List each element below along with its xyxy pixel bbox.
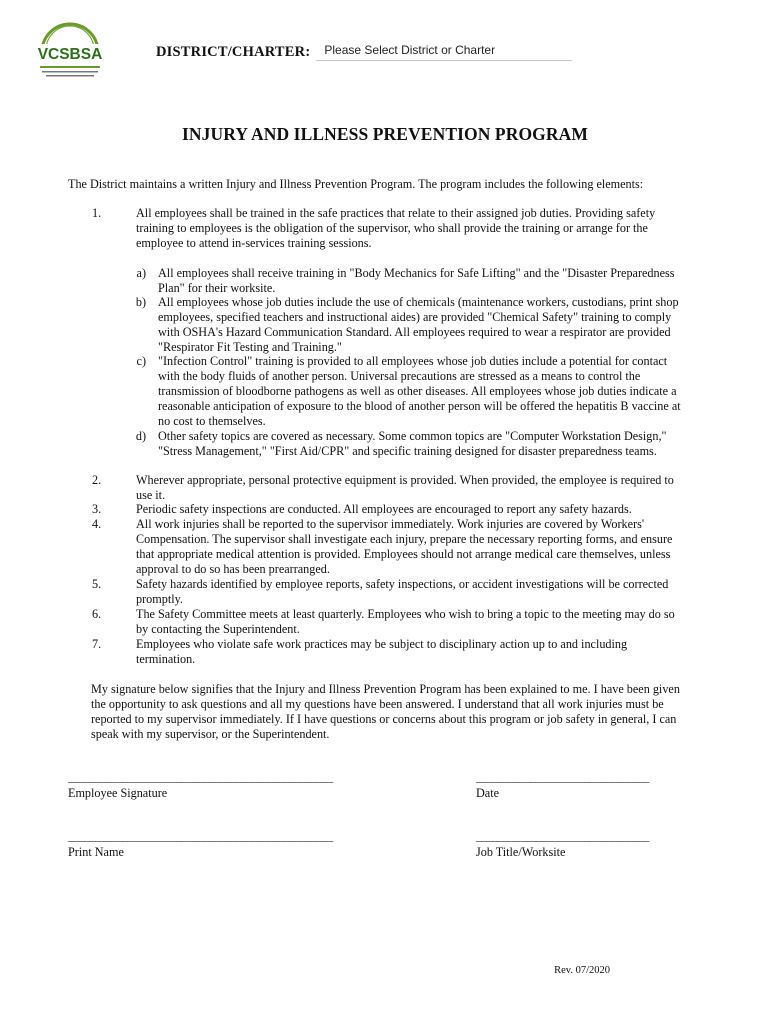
item-number: 4.: [92, 517, 102, 531]
list-item: Wherever appropriate, personal protective equipment is provided. When provided, the employee is required to use it.: [136, 473, 674, 502]
date-line[interactable]: ________________________________: [476, 770, 649, 784]
revision-label: Rev. 07/2020: [554, 965, 610, 976]
print-name-label: Print Name: [68, 845, 124, 859]
subitem-letter: c): [136, 354, 146, 368]
list-item: All work injuries shall be reported to the supervisor immediately. Work injuries are covered by Workers' Compensation. The supervisor shall investigate each injury, prepare the necessary reporting forms, and ensure that appropriate medical attention is provided. Employees should not arrange medical care themselves, unless approval to do so has been prearranged.: [136, 517, 673, 576]
document-title: INJURY AND ILLNESS PREVENTION PROGRAM: [182, 124, 588, 144]
subitem-letter: b): [135, 295, 146, 309]
vcsbsa-logo: [28, 4, 112, 88]
list-item: The Safety Committee meets at least quarterly. Employees who wish to bring a topic to the meeting may do so by contacting the Superintendent.: [136, 607, 675, 636]
item-number: 3.: [92, 502, 102, 516]
sub-list-item: All employees whose job duties include the use of chemicals (maintenance workers, custodians, print shop employees, specified teachers and instructional aides) are provided "Chemical Safety" training to comply with OSHA's Hazard Communication Standard. All employees required to wear a respirator are provided "Respirator Fit Testing and Training.": [158, 295, 679, 354]
list-item: Periodic safety inspections are conducted. All employees are encouraged to report any safety hazards.: [136, 502, 632, 516]
date-label: Date: [476, 786, 500, 800]
subitem-letter: a): [136, 266, 146, 280]
item-number: 5.: [92, 577, 102, 591]
employee-signature-label: Employee Signature: [68, 786, 168, 800]
item-number: 1.: [92, 206, 102, 220]
list-item: Employees who violate safe work practices may be subject to disciplinary action up to and including termination.: [136, 637, 628, 666]
district-charter-row: [156, 42, 572, 62]
sub-list-item: Other safety topics are covered as necessary. Some common topics are "Computer Workstation Design," "Stress Management," "First Aid/CPR" and specific training designed for disaster preparedness teams.: [158, 429, 667, 458]
acknowledgement-paragraph: My signature below signifies that the Injury and Illness Prevention Program has been explained to me. I have been given the opportunity to ask questions and all my questions have been answered. I understand that all work injuries must be reported to my supervisor immediately. If I have questions or concerns about this program or job safety in general, I can speak with my supervisor, or the Superintendent.: [91, 682, 680, 741]
job-title-label: Job Title/Worksite: [476, 845, 566, 859]
list-item: All employees shall be trained in the safe practices that relate to their assigned job duties. Providing safety training to employees is the obligation of the supervisor, who shall provide the training or arrange for the employee to attend in-services training sessions.: [136, 206, 656, 250]
item-number: 2.: [92, 473, 102, 487]
subitem-letter: d): [135, 429, 146, 443]
list-item: Safety hazards identified by employee reports, safety inspections, or accident investigations will be corrected promptly.: [136, 577, 669, 606]
item-number: 6.: [92, 607, 102, 621]
sub-list-item: "Infection Control" training is provided to all employees whose job duties include a potential for contact with the body fluids of another person. Universal precautions are stressed as a means to control the transmission of bloodborne pathogens as well as other diseases. All employees whose job duties indicate a reasonable anticipation of exposure to the blood of another person will be offered the hepatitis B vaccine at no cost to themselves.: [158, 354, 681, 428]
logo-name: VCSBSA: [37, 46, 103, 63]
sub-list-item: All employees shall receive training in "Body Mechanics for Safe Lifting" and the "Disaster Preparedness Plan" for their worksite.: [158, 266, 675, 295]
district-charter-select[interactable]: Please Select District or Charter: [316, 42, 572, 61]
employee-signature-line[interactable]: _________________________________________________: [68, 770, 333, 784]
job-title-line[interactable]: ________________________________: [476, 829, 649, 843]
intro-paragraph: The District maintains a written Injury and Illness Prevention Program. The program includes the following elements:: [68, 177, 644, 191]
district-charter-label: DISTRICT/CHARTER:: [156, 44, 311, 60]
item-number: 7.: [92, 637, 102, 651]
print-name-line[interactable]: _________________________________________________: [68, 829, 333, 843]
